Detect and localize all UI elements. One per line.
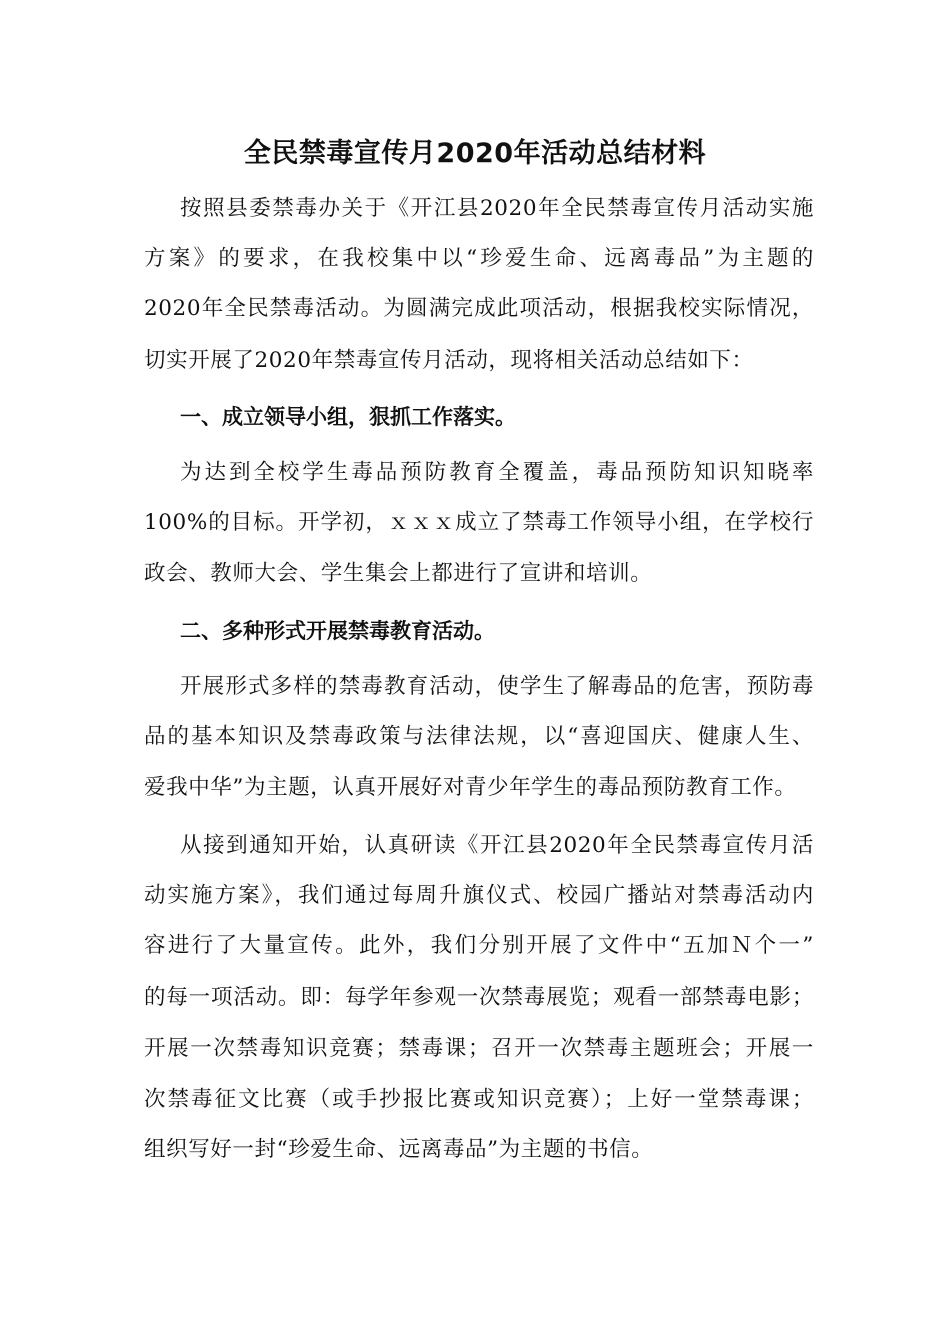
paragraph-3-line-2: 品的基本知识及禁毒政策与法律法规，以“喜迎国庆、健康人生、: [144, 724, 814, 749]
paragraph-1-line-2: 方案》的要求，在我校集中以“珍爱生命、远离毒品”为主题的: [144, 246, 814, 271]
paragraph-3-line-3: 爱我中华”为主题，认真开展好对青少年学生的毒品预防教育工作。: [144, 775, 797, 800]
paragraph-2-line-1: 为达到全校学生毒品预防教育全覆盖，毒品预防知识知晓率: [180, 460, 814, 485]
paragraph-4-line-5: 开展一次禁毒知识竞赛；禁毒课；召开一次禁毒主题班会；开展一: [144, 1036, 814, 1061]
paragraph-4-line-7: 组织写好一封“珍爱生命、远离毒品”为主题的书信。: [144, 1137, 654, 1162]
paragraph-1-line-4: 切实开展了2020年禁毒宣传月活动，现将相关活动总结如下：: [144, 348, 754, 373]
paragraph-2-line-2: 100%的目标。开学初，ｘｘｘ成立了禁毒工作领导小组，在学校行: [144, 510, 814, 535]
section-heading-2: 二、多种形式开展禁毒教育活动。: [180, 619, 495, 643]
paragraph-3-line-1: 开展形式多样的禁毒教育活动，使学生了解毒品的危害，预防毒: [180, 674, 814, 699]
paragraph-1-line-1: 按照县委禁毒办关于《开江县2020年全民禁毒宣传月活动实施: [180, 196, 814, 221]
paragraph-4-line-6: 次禁毒征文比赛（或手抄报比赛或知识竞赛）；上好一堂禁毒课；: [144, 1087, 814, 1112]
paragraph-4-line-3: 容进行了大量宣传。此外，我们分别开展了文件中“五加Ｎ个一”: [144, 933, 814, 958]
paragraph-4-line-1: 从接到通知开始，认真研读《开江县2020年全民禁毒宣传月活: [180, 833, 814, 858]
document-title: 全民禁毒宣传月2020年活动总结材料: [243, 138, 707, 169]
section-heading-1: 一、成立领导小组，狠抓工作落实。: [180, 405, 516, 429]
paragraph-4-line-4: 的每一项活动。即：每学年参观一次禁毒展览；观看一部禁毒电影；: [144, 985, 814, 1010]
paragraph-1-line-3: 2020年全民禁毒活动。为圆满完成此项活动，根据我校实际情况，: [144, 296, 814, 321]
paragraph-2-line-3: 政会、教师大会、学生集会上都进行了宣讲和培训。: [144, 561, 653, 586]
paragraph-4-line-2: 动实施方案》，我们通过每周升旗仪式、校园广播站对禁毒活动内: [144, 883, 814, 908]
